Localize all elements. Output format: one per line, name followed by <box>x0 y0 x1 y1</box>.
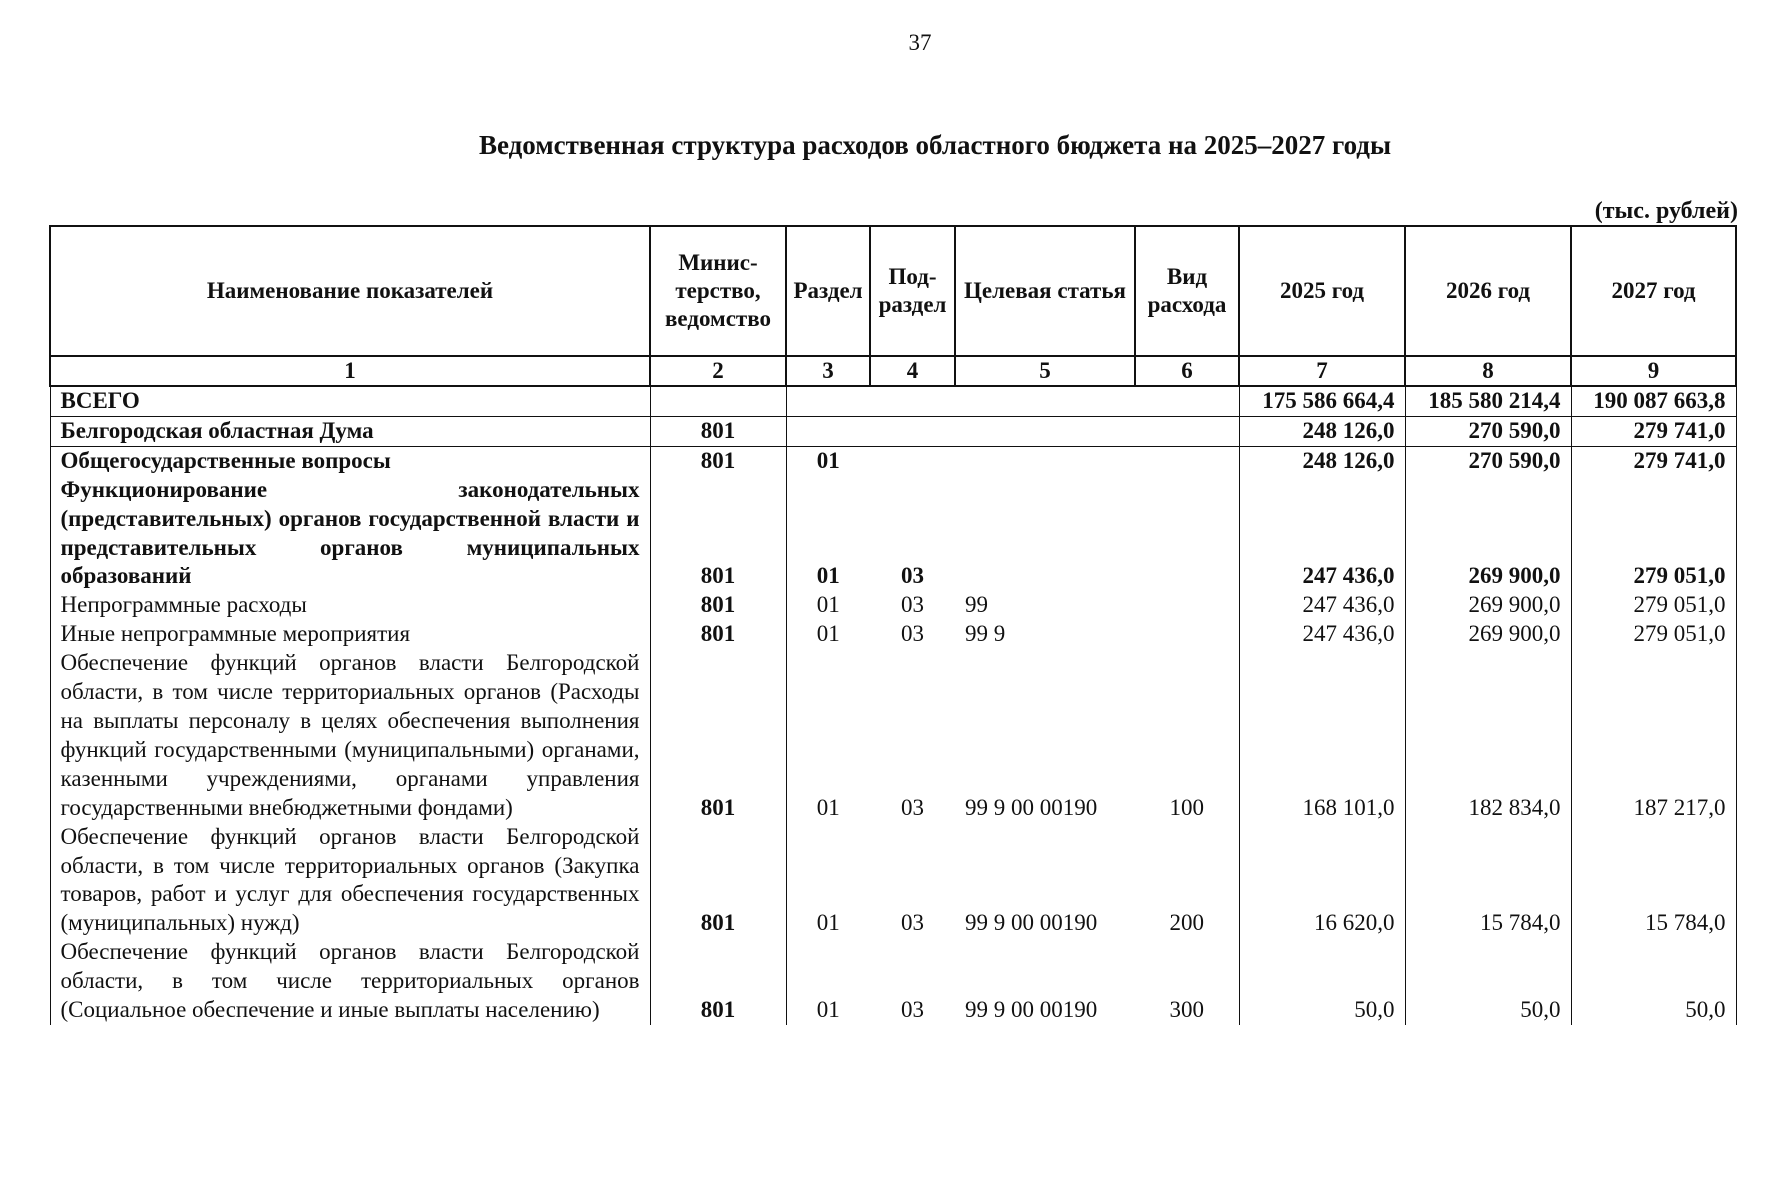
row-subsection: 03 <box>901 997 924 1023</box>
column-number: 2 <box>650 356 786 386</box>
header-target: Целевая статья <box>955 226 1135 356</box>
row-2027: 279 051,0 <box>1571 620 1736 649</box>
header-year-2026: 2026 год <box>1405 226 1571 356</box>
header-expense-type: Вид расхода <box>1135 226 1239 356</box>
row-2025: 248 126,0 <box>1239 416 1405 446</box>
document-title: Ведомственная структура расходов областного бюджета на 2025–2027 годы <box>478 130 1392 160</box>
row-2027: 279 741,0 <box>1571 446 1736 475</box>
row-target <box>955 416 1135 446</box>
row-name: Обеспечение функций органов власти Белгородской области, в том числе территориальных органов (Расходы на выплаты персоналу в целях обеспечения выполнения функций государственными (муниципальными) органами, казенными учреждениями, органами управления государственными внебюджетными фондами) <box>50 649 650 822</box>
row-expense-type <box>1135 591 1239 620</box>
row-2027: 279 051,0 <box>1571 476 1736 592</box>
row-subsection: 03 <box>901 910 924 936</box>
row-2025: 50,0 <box>1239 938 1405 1025</box>
row-ministry: 801 <box>650 446 786 475</box>
row-subsection: 03 <box>901 621 924 647</box>
table-row <box>50 938 1736 1025</box>
row-target: 99 9 00 00190 <box>965 794 1098 820</box>
column-number: 9 <box>1571 356 1736 386</box>
budget-table <box>49 225 1737 1025</box>
column-number: 7 <box>1239 356 1405 386</box>
row-ministry: 801 <box>650 416 786 446</box>
row-2026: 15 784,0 <box>1405 823 1571 939</box>
row-section: 01 <box>786 649 870 822</box>
row-2027: 279 051,0 <box>1571 591 1736 620</box>
page-number: 37 <box>908 30 932 55</box>
row-expense-type <box>1135 446 1239 475</box>
row-name: Иные непрограммные мероприятия <box>50 620 650 649</box>
row-target: 99 9 00 00190 <box>965 997 1098 1023</box>
row-subsection: 03 <box>901 563 924 589</box>
row-target <box>955 476 1135 592</box>
row-2027: 190 087 663,8 <box>1571 386 1736 416</box>
row-2026: 270 590,0 <box>1405 416 1571 446</box>
column-number: 1 <box>50 356 650 386</box>
row-section: 01 <box>786 823 870 939</box>
row-2025: 247 436,0 <box>1239 476 1405 592</box>
row-ministry: 801 <box>650 620 786 649</box>
table-row-total <box>50 386 1736 416</box>
row-name: Белгородская областная Дума <box>50 416 650 446</box>
row-subsection <box>870 416 955 446</box>
row-ministry: 801 <box>650 823 786 939</box>
row-2025: 248 126,0 <box>1239 446 1405 475</box>
row-name: Общегосударственные вопросы <box>50 446 650 475</box>
row-expense-type: 100 <box>1135 649 1239 822</box>
row-section <box>786 416 870 446</box>
row-section <box>786 386 870 416</box>
row-section: 01 <box>786 446 870 475</box>
row-ministry: 801 <box>650 476 786 592</box>
table-row <box>50 823 1736 939</box>
header-subsection: Под-раздел <box>870 226 955 356</box>
header-year-2025: 2025 год <box>1239 226 1405 356</box>
row-2025: 175 586 664,4 <box>1239 386 1405 416</box>
row-expense-type <box>1135 620 1239 649</box>
row-2025: 247 436,0 <box>1239 591 1405 620</box>
row-section: 01 <box>786 591 870 620</box>
row-expense-type <box>1135 416 1239 446</box>
row-section: 01 <box>786 938 870 1025</box>
row-expense-type <box>1135 386 1239 416</box>
row-name: ВСЕГО <box>50 386 650 416</box>
header-section: Раздел <box>786 226 870 356</box>
row-expense-type: 300 <box>1135 938 1239 1025</box>
table-row <box>50 416 1736 446</box>
table-row <box>50 446 1736 475</box>
row-section: 01 <box>786 620 870 649</box>
row-subsection: 03 <box>901 592 924 618</box>
row-2025: 247 436,0 <box>1239 620 1405 649</box>
table-row <box>50 620 1736 649</box>
row-subsection <box>870 386 955 416</box>
column-number-row <box>50 356 1736 386</box>
row-ministry <box>650 386 786 416</box>
row-name: Функционирование законодательных (представительных) органов государственной власти и представительных органов муниципальных образований <box>50 476 650 592</box>
row-name: Обеспечение функций органов власти Белгородской области, в том числе территориальных органов (Закупка товаров, работ и услуг для обеспечения государственных (муниципальных) нужд) <box>50 823 650 939</box>
column-number: 6 <box>1135 356 1239 386</box>
table-row <box>50 476 1736 592</box>
row-2027: 15 784,0 <box>1571 823 1736 939</box>
row-target <box>955 386 1135 416</box>
row-2026: 269 900,0 <box>1405 476 1571 592</box>
row-2027: 187 217,0 <box>1571 649 1736 822</box>
row-target: 99 <box>965 592 988 618</box>
row-subsection: 03 <box>901 794 924 820</box>
units-label: (тыс. рублей) <box>1594 198 1738 224</box>
row-2026: 269 900,0 <box>1405 591 1571 620</box>
row-2027: 279 741,0 <box>1571 416 1736 446</box>
row-2025: 168 101,0 <box>1239 649 1405 822</box>
header-name: Наименование показателей <box>50 226 650 356</box>
column-number: 8 <box>1405 356 1571 386</box>
header-year-2027: 2027 год <box>1571 226 1736 356</box>
row-target: 99 9 00 00190 <box>965 910 1098 936</box>
table-row <box>50 649 1736 822</box>
header-row <box>50 226 1736 356</box>
row-section: 01 <box>786 476 870 592</box>
row-name: Обеспечение функций органов власти Белгородской области, в том числе территориальных органов (Социальное обеспечение и иные выплаты населению) <box>50 938 650 1025</box>
table-row <box>50 591 1736 620</box>
row-name: Непрограммные расходы <box>50 591 650 620</box>
row-2025: 16 620,0 <box>1239 823 1405 939</box>
column-number: 4 <box>870 356 955 386</box>
row-2026: 185 580 214,4 <box>1405 386 1571 416</box>
row-2027: 50,0 <box>1571 938 1736 1025</box>
row-2026: 269 900,0 <box>1405 620 1571 649</box>
column-number: 3 <box>786 356 870 386</box>
row-subsection <box>870 446 955 475</box>
row-ministry: 801 <box>650 649 786 822</box>
row-ministry: 801 <box>650 591 786 620</box>
row-ministry: 801 <box>650 938 786 1025</box>
row-target: 99 9 <box>965 621 1006 647</box>
header-ministry: Минис-терство, ведомство <box>650 226 786 356</box>
row-2026: 50,0 <box>1405 938 1571 1025</box>
row-2026: 270 590,0 <box>1405 446 1571 475</box>
row-expense-type: 200 <box>1135 823 1239 939</box>
row-2026: 182 834,0 <box>1405 649 1571 822</box>
row-target <box>955 446 1135 475</box>
row-expense-type <box>1135 476 1239 592</box>
column-number: 5 <box>955 356 1135 386</box>
